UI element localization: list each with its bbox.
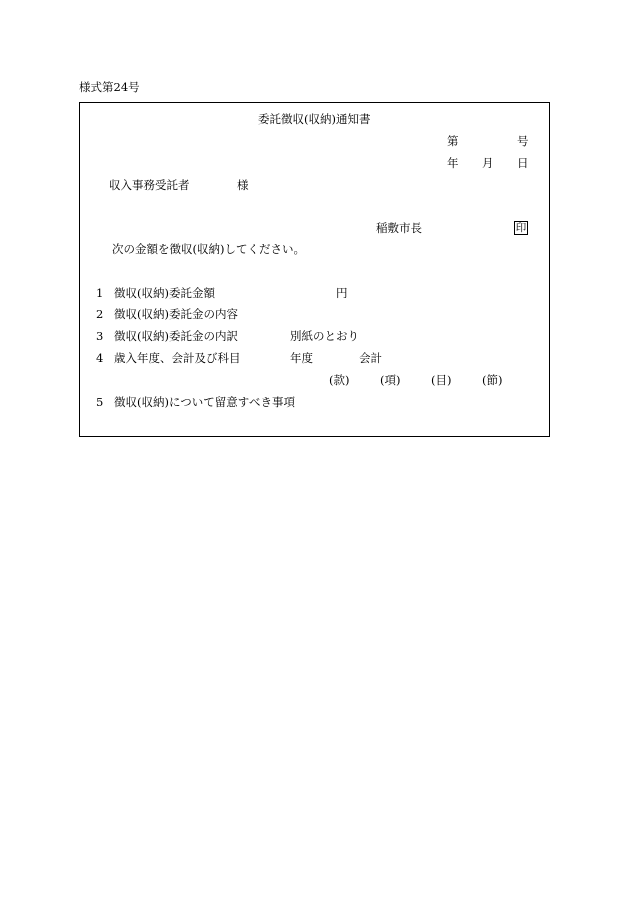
item-value-yen: 円 — [336, 286, 348, 300]
form-number: 様式第24号 — [79, 80, 140, 94]
addressee-label: 収入事務受託者 — [109, 178, 190, 192]
item-label: 歳入年度、会計及び科目 — [114, 351, 241, 365]
notice-form-box — [79, 102, 550, 437]
subject-moku: (目) — [431, 373, 452, 387]
date-month: 月 — [482, 156, 494, 170]
item-value-attachment: 別紙のとおり — [290, 329, 359, 343]
item-nendo: 年度 — [290, 351, 313, 365]
issuer-label: 稲敷市長 — [376, 221, 422, 235]
item-number: 4 — [96, 351, 104, 365]
number-dai: 第 — [447, 134, 459, 148]
item-label: 徴収(収納)について留意すべき事項 — [114, 395, 296, 409]
instruction-text: 次の金額を徴収(収納)してください。 — [112, 242, 305, 256]
item-label: 徴収(収納)委託金の内容 — [114, 307, 238, 321]
subject-kan: (款) — [329, 373, 350, 387]
item-number: 5 — [96, 395, 104, 409]
seal-stamp: 印 — [515, 222, 527, 234]
form-title: 委託徴収(収納)通知書 — [258, 112, 371, 126]
number-go: 号 — [517, 134, 529, 148]
date-year: 年 — [447, 156, 459, 170]
item-kaikei: 会計 — [359, 351, 382, 365]
date-day: 日 — [517, 156, 529, 170]
addressee-honorific: 様 — [237, 178, 249, 192]
item-number: 2 — [96, 307, 104, 321]
item-label: 徴収(収納)委託金の内訳 — [114, 329, 238, 343]
item-label: 徴収(収納)委託金額 — [114, 286, 215, 300]
subject-setsu: (節) — [482, 373, 503, 387]
item-number: 1 — [96, 286, 104, 300]
item-number: 3 — [96, 329, 104, 343]
subject-kou: (項) — [380, 373, 401, 387]
